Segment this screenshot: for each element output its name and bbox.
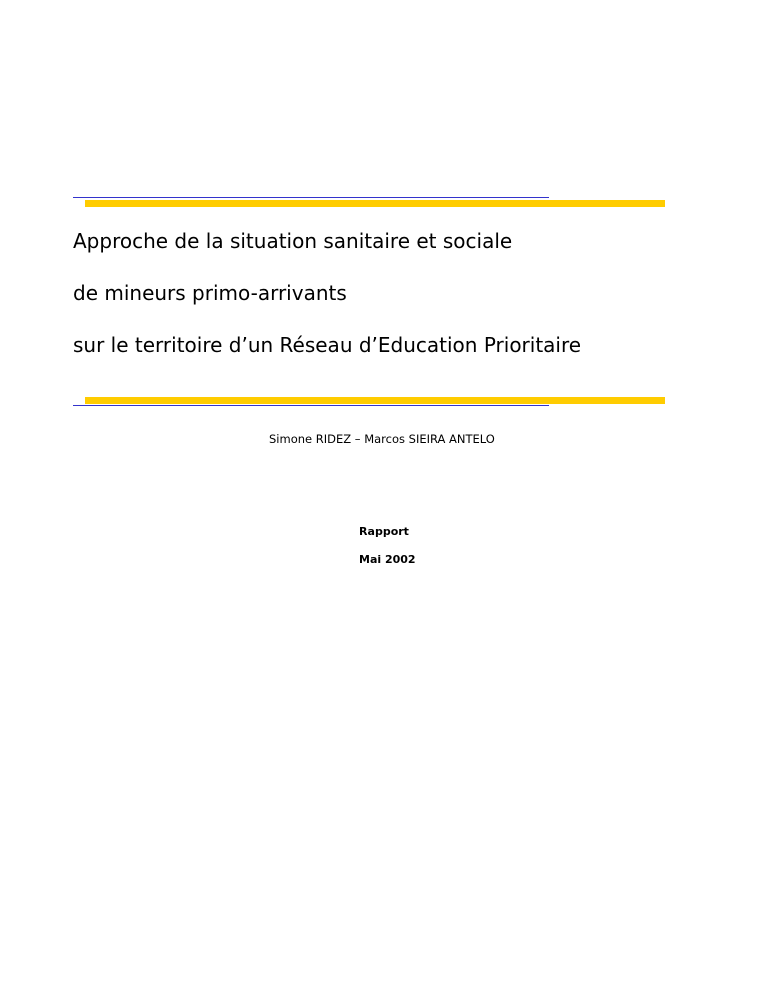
top-gold-rule: [85, 200, 665, 207]
authors: Simone RIDEZ – Marcos SIEIRA ANTELO: [269, 432, 495, 446]
report-date: Mai 2002: [359, 553, 416, 566]
title-line-3: sur le territoire d’un Réseau d’Education Prioritaire: [73, 333, 582, 357]
top-blue-rule: [73, 197, 549, 198]
title-line-1: Approche de la situation sanitaire et sociale: [73, 229, 513, 253]
report-type: Rapport: [359, 525, 409, 538]
bottom-blue-rule: [73, 405, 549, 406]
title-line-2: de mineurs primo-arrivants: [73, 281, 347, 305]
bottom-gold-rule: [85, 397, 665, 404]
